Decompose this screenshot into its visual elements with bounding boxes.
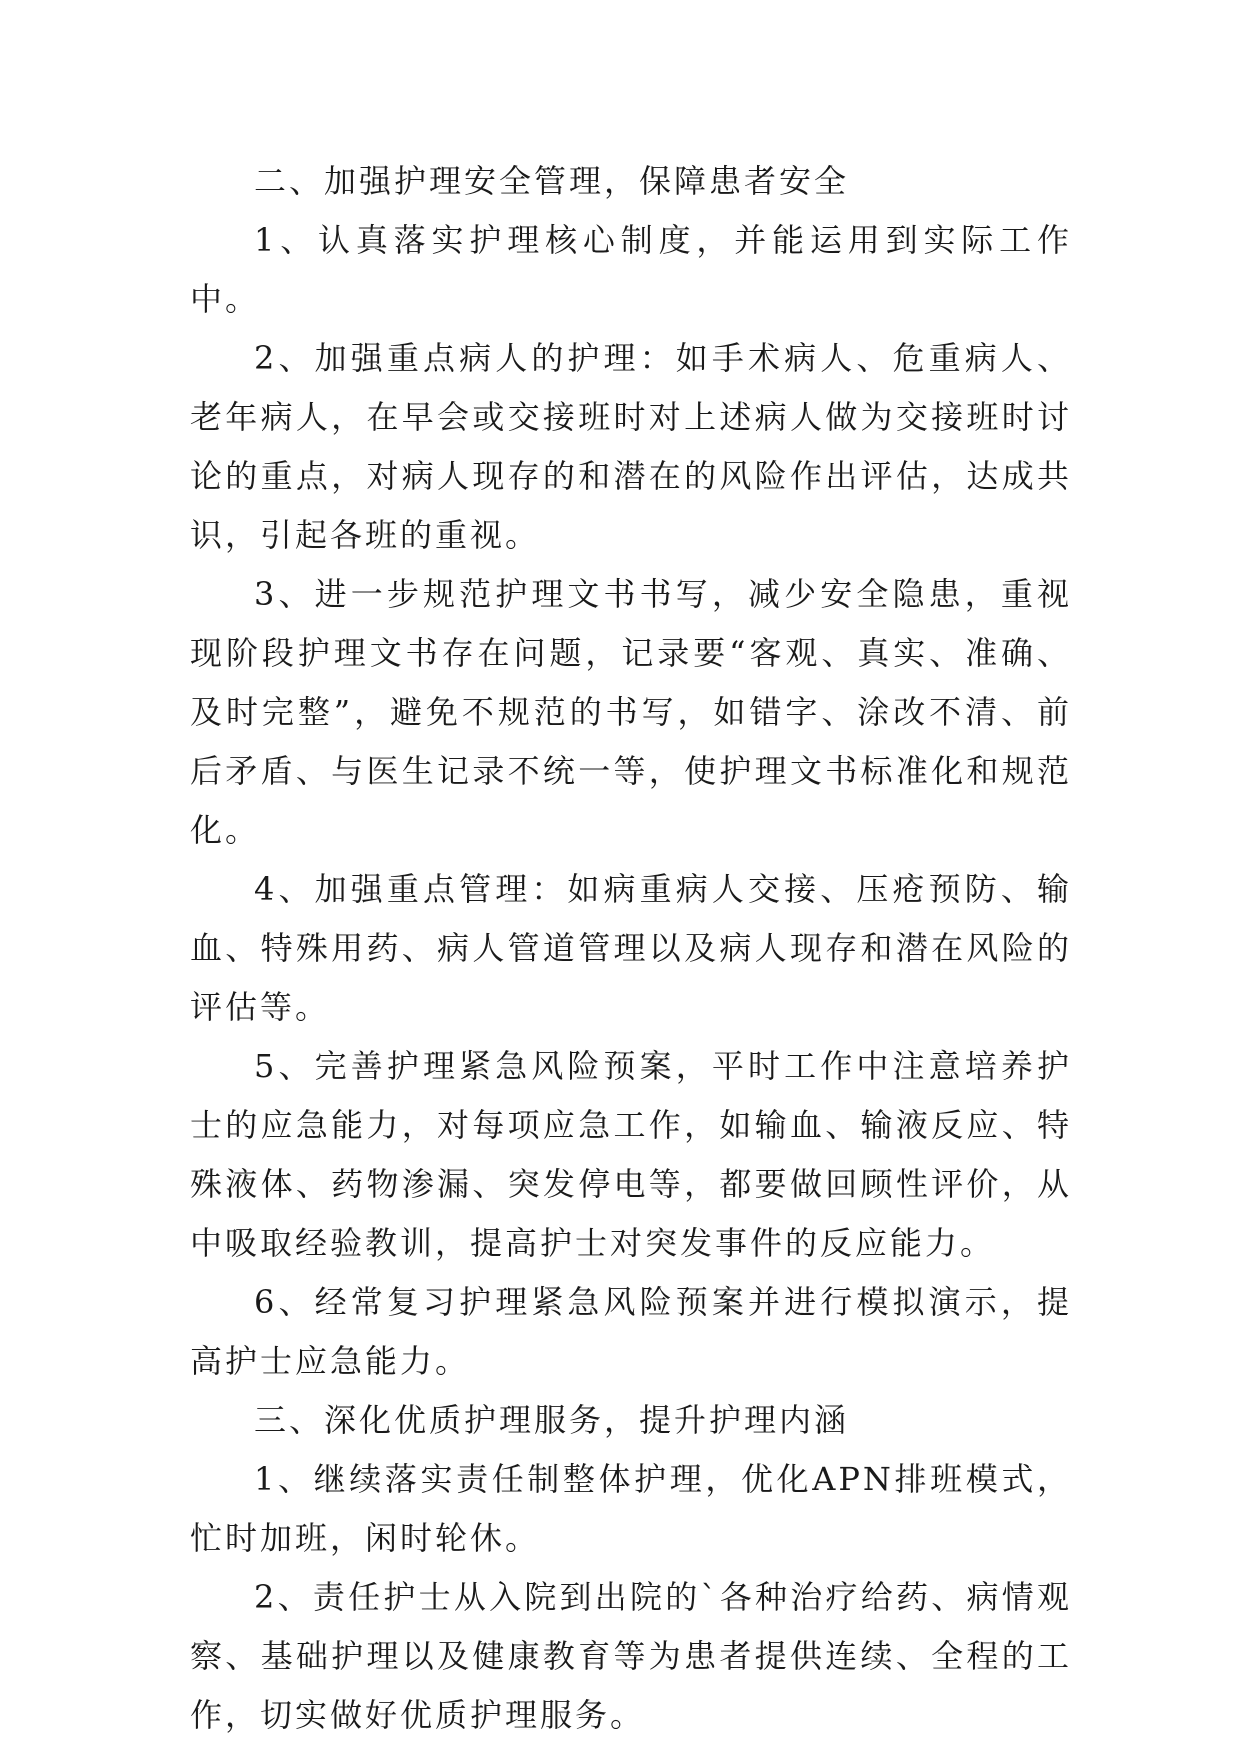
section-heading-3: 三、深化优质护理服务，提升护理内涵 xyxy=(254,1401,850,1439)
section-heading-2: 二、加强护理安全管理，保障患者安全 xyxy=(254,162,850,200)
paragraph-2-2: 2、加强重点病人的护理：如手术病人、危重病人、老年病人，在早会或交接班时对上述病人做为交接班时讨论的重点，对病人现存的和潜在的风险作出评估，达成共识，引起各班的重视。 xyxy=(190,339,1072,554)
paragraph-2-3: 3、进一步规范护理文书书写，减少安全隐患，重视现阶段护理文书存在问题，记录要“客观、真实、准确、及时完整”，避免不规范的书写，如错字、涂改不清、前后矛盾、与医生记录不统一等，使护理文书标准化和规范化。 xyxy=(190,575,1072,849)
document-body xyxy=(190,152,1072,1745)
paragraph-2-1: 1、认真落实护理核心制度，并能运用到实际工作中。 xyxy=(190,221,1072,318)
paragraph-3-1: 1、继续落实责任制整体护理，优化APN排班模式，忙时加班，闲时轮休。 xyxy=(190,1460,1072,1557)
paragraph-2-5: 5、完善护理紧急风险预案，平时工作中注意培养护士的应急能力，对每项应急工作，如输血、输液反应、特殊液体、药物渗漏、突发停电等，都要做回顾性评价，从中吸取经验教训，提高护士对突发事件的反应能力。 xyxy=(190,1047,1072,1262)
paragraph-2-4: 4、加强重点管理：如病重病人交接、压疮预防、输血、特殊用药、病人管道管理以及病人现存和潜在风险的评估等。 xyxy=(190,870,1072,1026)
paragraph-2-6: 6、经常复习护理紧急风险预案并进行模拟演示，提高护士应急能力。 xyxy=(190,1283,1072,1380)
paragraph-3-2: 2、责任护士从入院到出院的`各种治疗给药、病情观察、基础护理以及健康教育等为患者提供连续、全程的工作，切实做好优质护理服务。 xyxy=(190,1578,1072,1734)
